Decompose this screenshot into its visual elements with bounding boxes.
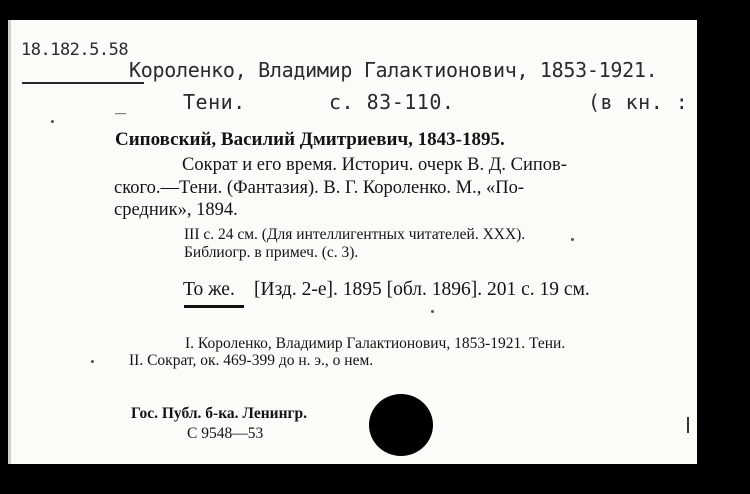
handwritten-title: Тени. — [183, 90, 246, 114]
edge-mark — [687, 417, 689, 433]
speck — [571, 238, 574, 241]
physical-description: III с. 24 см. (Для интеллигентных читателей. XXX). — [184, 226, 526, 243]
speck — [431, 310, 434, 313]
speck — [91, 360, 94, 363]
speck — [51, 120, 54, 123]
see-also-label: То же. — [183, 279, 235, 300]
punch-hole — [369, 394, 433, 456]
tracing-line-2: II. Сократ, ок. 469-399 до н. э., о нем. — [129, 352, 374, 369]
main-heading: Сиповский, Василий Дмитриевич, 1843-1895. — [115, 129, 505, 150]
card-number: С 9548—53 — [187, 425, 264, 442]
edition-info: [Изд. 2-е]. 1895 [обл. 1896]. 201 с. 19 см. — [254, 279, 590, 300]
tracing-line-1: I. Короленко, Владимир Галактионович, 1853-1921. Тени. — [185, 335, 566, 352]
catalog-card — [8, 20, 697, 464]
handwritten-dash: _ — [115, 94, 126, 115]
description-line-3: средник», 1894. — [114, 200, 238, 220]
description-line-1: Сократ и его время. Историч. очерк В. Д. Сипов- — [182, 155, 567, 175]
library-name: Гос. Публ. б-ка. Ленингр. — [131, 405, 308, 422]
handwritten-call-number: 18.182.5.58 — [21, 40, 129, 60]
call-number-underline — [22, 82, 144, 84]
handwritten-note: (в кн. : — [588, 90, 689, 114]
handwritten-author-line: Короленко, Владимир Галактионович, 1853-1921. — [129, 58, 658, 82]
description-line-2: ского.—Тени. (Фантазия). В. Г. Короленко. М., «По- — [114, 178, 525, 198]
see-also-underline — [184, 305, 244, 308]
bibliography-note: Библиогр. в примеч. (с. 3). — [184, 244, 359, 261]
handwritten-page-ref: с. 83-110. — [329, 90, 455, 114]
